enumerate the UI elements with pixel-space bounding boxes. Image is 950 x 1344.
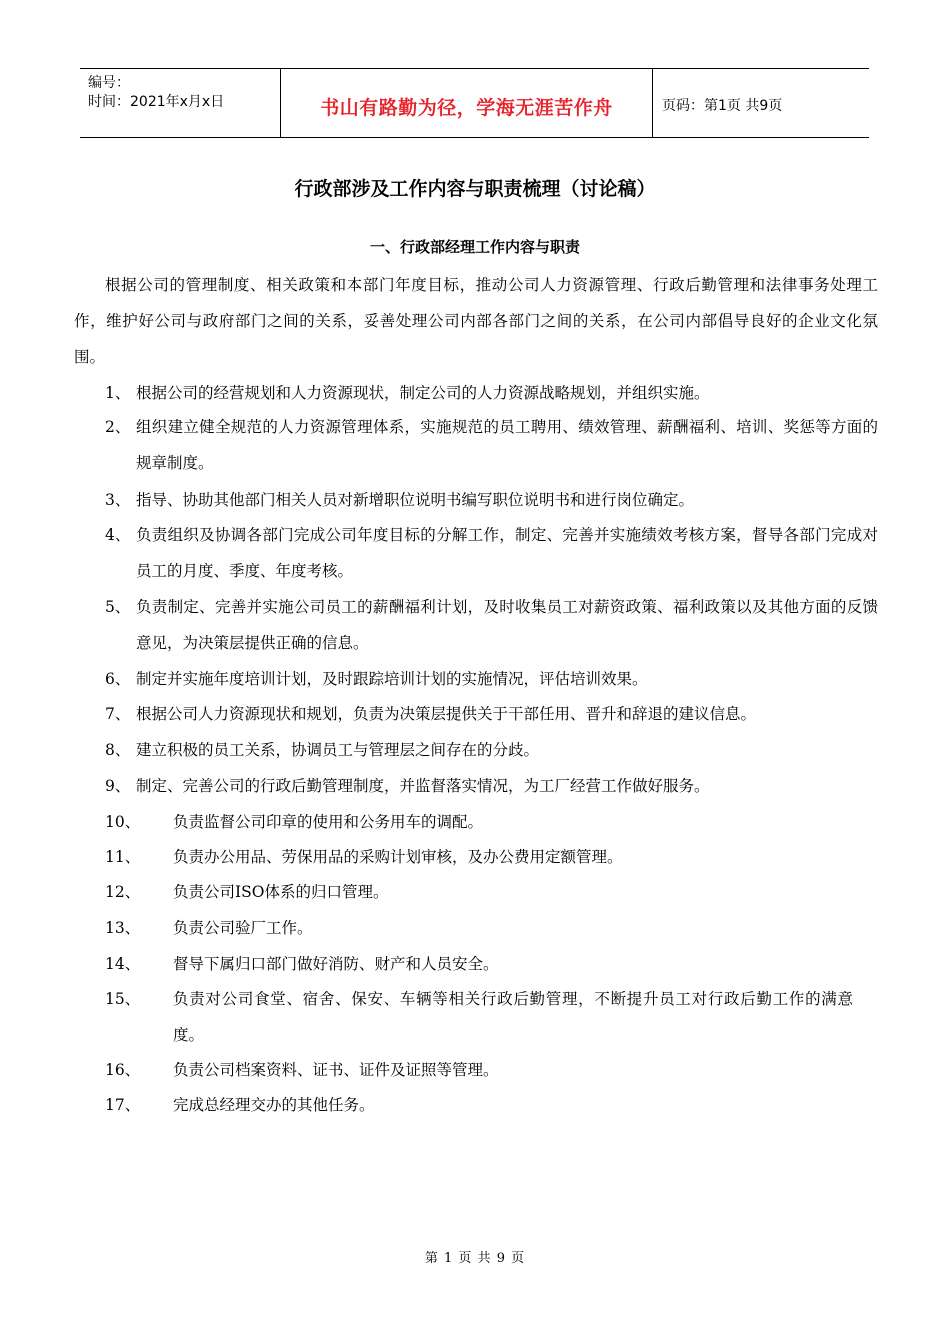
list-item <box>74 482 878 518</box>
item-text: 负责对公司食堂、宿舍、保安、车辆等相关行政后勤管理，不断提升员工对行政后勤工作的满意度。 <box>173 990 853 1044</box>
item-text: 负责公司档案资料、证书、证件及证照等管理。 <box>173 1061 499 1079</box>
section-title: 一、行政部经理工作内容与职责 <box>369 238 580 256</box>
item-text: 根据公司的经营规划和人力资源现状，制定公司的人力资源战略规划，并组织实施。 <box>136 384 710 402</box>
list-item <box>74 375 878 411</box>
item-text: 制定、完善公司的行政后勤管理制度，并监督落实情况，为工厂经营工作做好服务。 <box>136 777 710 795</box>
list-item <box>74 839 878 875</box>
page-header <box>80 68 869 138</box>
document-title: 行政部涉及工作内容与职责梳理（讨论稿） <box>294 178 656 200</box>
item-number: 3、 <box>105 491 131 509</box>
item-text: 指导、协助其他部门相关人员对新增职位说明书编写职位说明书和进行岗位确定。 <box>136 491 695 509</box>
list-item <box>74 804 878 840</box>
list-item <box>74 1087 878 1123</box>
item-text: 负责组织及协调各部门完成公司年度目标的分解工作，制定、完善并实施绩效考核方案，督导各部门完成对员工的月度、季度、年度考核。 <box>136 526 878 580</box>
list-item <box>74 768 878 804</box>
header-meta-cell <box>80 69 281 137</box>
item-number: 10、 <box>105 813 141 831</box>
item-number: 17、 <box>105 1096 141 1114</box>
list-item <box>74 732 878 768</box>
item-text: 负责公司验厂工作。 <box>173 919 313 937</box>
item-number: 15、 <box>105 990 141 1008</box>
list-item <box>74 946 878 982</box>
item-text: 负责公司ISO体系的归口管理。 <box>173 883 389 901</box>
list-item <box>74 409 878 481</box>
header-motto-cell <box>281 69 653 137</box>
item-number: 6、 <box>105 670 131 688</box>
item-number: 16、 <box>105 1061 141 1079</box>
item-text: 根据公司人力资源现状和规划，负责为决策层提供关于干部任用、晋升和辞退的建议信息。 <box>136 705 757 723</box>
item-text: 负责监督公司印章的使用和公务用车的调配。 <box>173 813 484 831</box>
item-text: 组织建立健全规范的人力资源管理体系，实施规范的员工聘用、绩效管理、薪酬福利、培训、奖惩等方面的规章制度。 <box>136 418 878 472</box>
item-number: 1、 <box>105 384 131 402</box>
item-number: 11、 <box>105 848 141 866</box>
list-item <box>74 981 878 1053</box>
list-item <box>74 696 878 732</box>
page-footer: 第 1 页 共 9 页 <box>424 1251 526 1266</box>
item-number: 4、 <box>105 526 131 544</box>
item-number: 5、 <box>105 598 131 616</box>
item-number: 13、 <box>105 919 141 937</box>
number-label: 编号： <box>88 75 130 91</box>
list-item <box>74 1052 878 1088</box>
list-item <box>74 589 878 661</box>
item-number: 9、 <box>105 777 131 795</box>
item-text: 负责制定、完善并实施公司员工的薪酬福利计划，及时收集员工对薪资政策、福利政策以及其他方面的反馈意见，为决策层提供正确的信息。 <box>136 598 878 652</box>
item-number: 2、 <box>105 418 131 436</box>
item-text: 负责办公用品、劳保用品的采购计划审核，及办公费用定额管理。 <box>173 848 623 866</box>
list-item <box>74 517 878 589</box>
item-number: 14、 <box>105 955 141 973</box>
list-item <box>74 661 878 697</box>
item-text: 制定并实施年度培训计划，及时跟踪培训计划的实施情况，评估培训效果。 <box>136 670 648 688</box>
motto-text: 书山有路勤为径，学海无涯苦作舟 <box>320 97 613 119</box>
item-number: 7、 <box>105 705 131 723</box>
intro-paragraph: 根据公司的管理制度、相关政策和本部门年度目标，推动公司人力资源管理、行政后勤管理和法律事务处理工作，维护好公司与政府部门之间的关系，妥善处理公司内部各部门之间的关系，在公司内部倡导良好的企业文化氛围。 <box>74 276 878 366</box>
list-item <box>74 874 878 910</box>
list-item <box>74 910 878 946</box>
page-info: 页码：第1页 共9页 <box>662 98 783 114</box>
header-page-cell <box>653 69 869 137</box>
item-number: 8、 <box>105 741 131 759</box>
item-number: 12、 <box>105 883 141 901</box>
time-label: 时间：2021年x月x日 <box>88 94 225 110</box>
item-text: 建立积极的员工关系，协调员工与管理层之间存在的分歧。 <box>136 741 540 759</box>
item-text: 完成总经理交办的其他任务。 <box>173 1096 375 1114</box>
item-text: 督导下属归口部门做好消防、财产和人员安全。 <box>173 955 499 973</box>
